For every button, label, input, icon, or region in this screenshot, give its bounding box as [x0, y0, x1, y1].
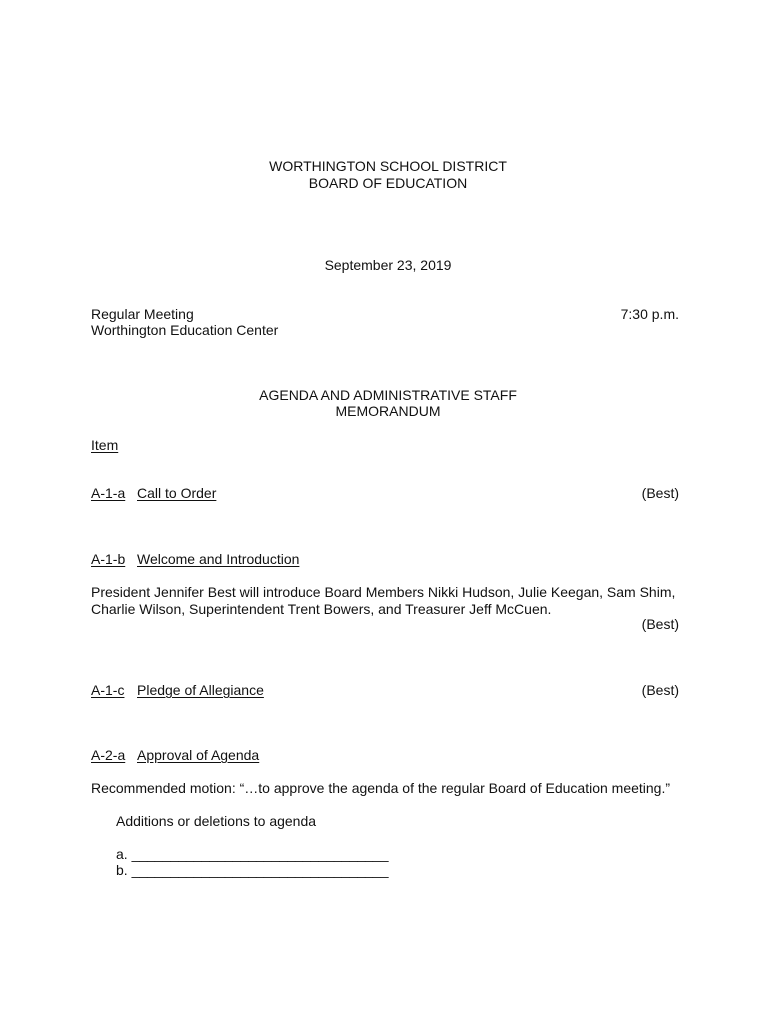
item-heading: Item	[91, 437, 119, 453]
item-code: A-1-b	[91, 551, 126, 567]
district-name: WORTHINGTON SCHOOL DISTRICT	[269, 158, 507, 174]
blank-line-a: a. _________________________________	[116, 846, 389, 862]
item-code: A-2-a	[91, 747, 126, 763]
agenda-item-a-1-c	[91, 682, 264, 699]
item-body-line: President Jennifer Best will introduce Board Members Nikki Hudson, Julie Keegan, Sam Shim,	[91, 584, 676, 600]
item-code: A-1-a	[91, 485, 126, 501]
meeting-date: September 23, 2019	[324, 257, 452, 273]
meeting-time: 7:30 p.m.	[620, 306, 679, 322]
agenda-title-line2: MEMORANDUM	[335, 403, 441, 419]
item-code: A-1-c	[91, 682, 125, 698]
agenda-item-a-1-b	[91, 551, 299, 568]
meeting-type: Regular Meeting	[91, 306, 194, 322]
agenda-title-line1: AGENDA AND ADMINISTRATIVE STAFF	[259, 387, 517, 403]
recommended-motion: Recommended motion: “…to approve the agenda of the regular Board of Education meeting.”	[91, 780, 671, 796]
item-presenter: (Best)	[641, 616, 679, 632]
item-title: Pledge of Allegiance	[137, 682, 264, 698]
item-body	[91, 584, 681, 618]
meeting-location: Worthington Education Center	[91, 322, 279, 338]
item-presenter: (Best)	[641, 485, 679, 501]
agenda-item-a-2-a	[91, 747, 259, 764]
item-title: Call to Order	[137, 485, 217, 501]
agenda-item-a-1-a	[91, 485, 216, 502]
item-title: Approval of Agenda	[137, 747, 260, 763]
additions-label: Additions or deletions to agenda	[116, 813, 317, 829]
item-body-line: Charlie Wilson, Superintendent Trent Bowers, and Treasurer Jeff McCuen.	[91, 601, 552, 617]
board-name: BOARD OF EDUCATION	[308, 175, 468, 191]
blank-line-b: b. _________________________________	[116, 862, 389, 878]
item-presenter: (Best)	[641, 682, 679, 698]
item-title: Welcome and Introduction	[137, 551, 300, 567]
